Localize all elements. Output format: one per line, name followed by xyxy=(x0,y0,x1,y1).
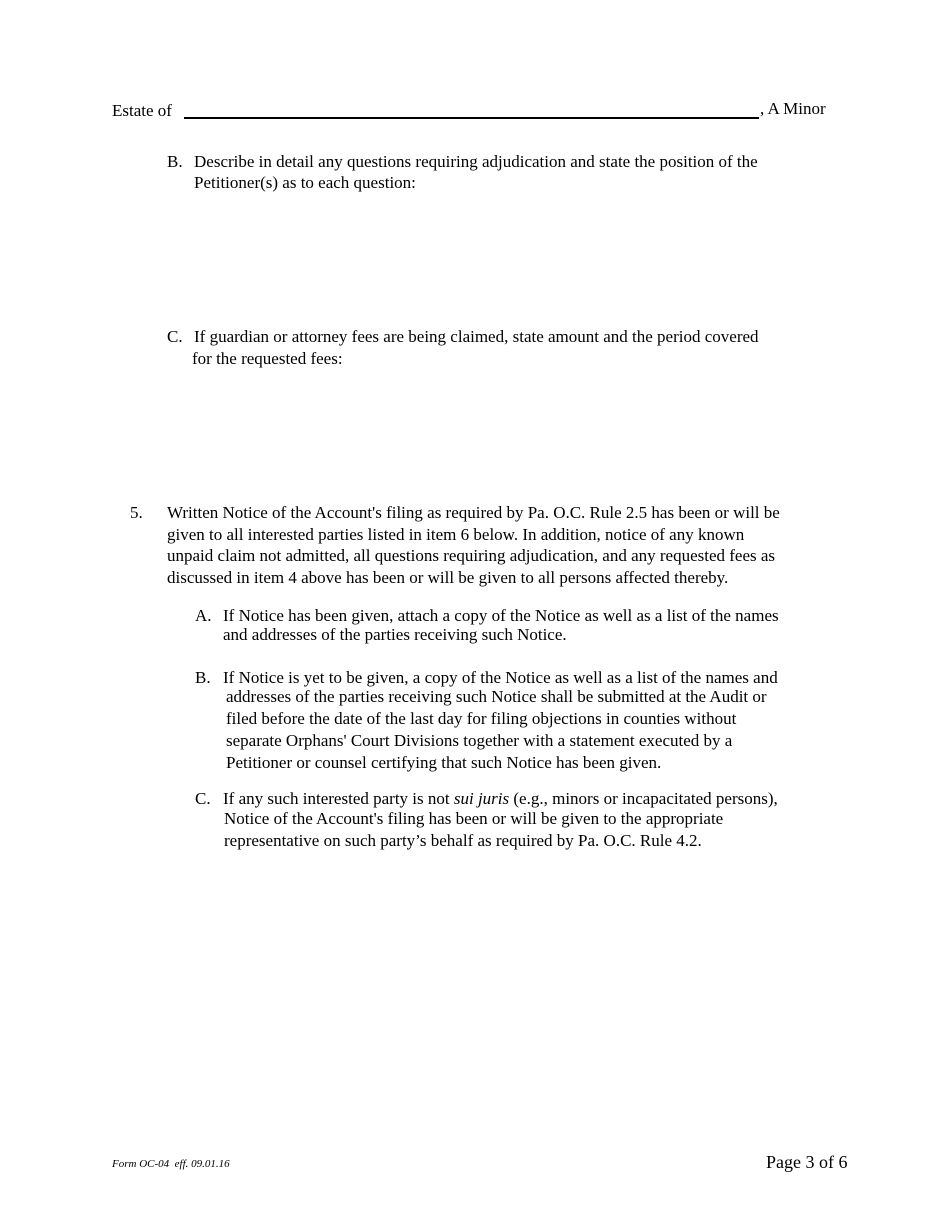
item4-b-line2: Petitioner(s) as to each question: xyxy=(194,173,416,192)
estate-label: Estate of xyxy=(112,101,172,120)
item5-b-line: separate Orphans' Court Divisions together with a statement executed by a xyxy=(226,731,733,750)
item5-number: 5. xyxy=(130,503,143,522)
item5-line: discussed in item 4 above has been or will be given to all persons affected thereby. xyxy=(167,568,729,587)
item5-line: given to all interested parties listed in item 6 below. In addition, notice of any known xyxy=(167,525,745,544)
item5-a-letter: A. xyxy=(195,606,212,625)
item5-a-line: and addresses of the parties receiving such Notice. xyxy=(223,625,567,644)
item5-c-italic-term: sui juris xyxy=(453,789,510,808)
item5-b-line: filed before the date of the last day for filing objections in counties without xyxy=(226,709,737,728)
item5-b-line: Petitioner or counsel certifying that such Notice has been given. xyxy=(226,753,662,772)
item5-c-line: Notice of the Account's filing has been or will be given to the appropriate xyxy=(224,809,724,828)
item5-c-line: representative on such party’s behalf as required by Pa. O.C. Rule 4.2. xyxy=(224,831,702,850)
item5-c-letter: C. xyxy=(195,789,211,808)
item4-b-letter: B. xyxy=(167,152,183,171)
item4-c-letter: C. xyxy=(167,327,183,346)
page-number: Page 3 of 6 xyxy=(766,1152,848,1172)
form-id: Form OC-04 eff. 09.01.16 xyxy=(112,1158,230,1170)
item5-b-line: If Notice is yet to be given, a copy of the Notice as well as a list of the names and xyxy=(223,668,778,687)
item5-c-text: (e.g., minors or incapacitated persons), xyxy=(509,789,778,808)
item5-a-line: If Notice has been given, attach a copy of the Notice as well as a list of the names xyxy=(223,606,779,625)
item5-b-line: addresses of the parties receiving such Notice shall be submitted at the Audit or xyxy=(226,687,767,706)
item4-c-line1: If guardian or attorney fees are being claimed, state amount and the period covered xyxy=(194,327,759,346)
item5-c-text: If any such interested party is not xyxy=(223,789,454,808)
estate-suffix: , A Minor xyxy=(760,99,826,118)
item4-c-line2: for the requested fees: xyxy=(192,349,343,368)
item4-b-line1: Describe in detail any questions requiring adjudication and state the position of the xyxy=(194,152,758,171)
item5-b-letter: B. xyxy=(195,668,211,687)
item5-c-line1 xyxy=(223,788,778,810)
item5-line: unpaid claim not admitted, all questions requiring adjudication, and any requested fees as xyxy=(167,546,776,565)
item5-line: Written Notice of the Account's filing as required by Pa. O.C. Rule 2.5 has been or will be xyxy=(167,503,780,522)
estate-name-blank-line xyxy=(184,117,759,119)
